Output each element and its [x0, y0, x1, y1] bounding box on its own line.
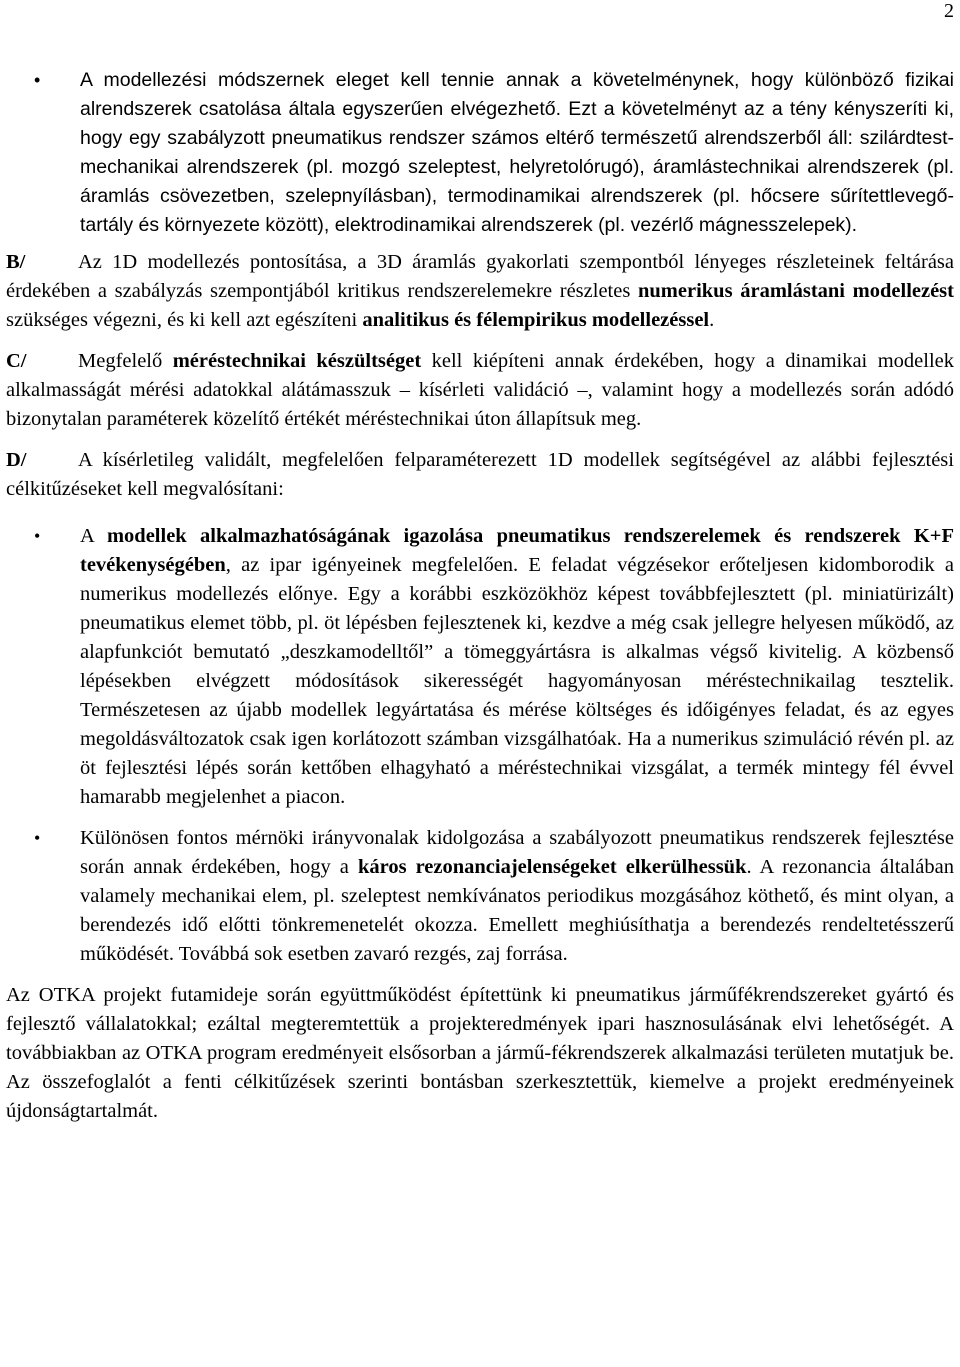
text: szükséges végezni, és ki kell azt egészíteni	[6, 309, 363, 331]
text: A	[80, 525, 107, 547]
text: kell kiépíteni annak érdekében, hogy a dinamikai modellek alkalmasságát mérési adatokkal alátámasszuk – kísérleti validáció –, valamint hogy a modellezés során adódó bizonytalan paraméterek közelítő értékét méréstechnikai úton állapítsuk meg.	[6, 350, 954, 430]
text: Az 1D modellezés pontosítása, a 3D áramlás gyakorlati szempontból lényeges részleteinek feltárása érdekében a szabályzás szempontjából kritikus rendszerelemekre részletes	[6, 251, 954, 302]
list-item	[6, 824, 954, 969]
text: A kísérletileg validált, megfelelően felparaméterezett 1D modellek segítségével az alábbi fejlesztési célkitűzéseket kell megvalósítani:	[6, 449, 954, 500]
section-d	[6, 446, 954, 504]
bullet-icon: •	[34, 70, 41, 90]
section-label: C/	[6, 350, 27, 372]
page-number: 2	[944, 0, 954, 22]
section-b	[6, 248, 954, 335]
bold-text: modellek alkalmazhatóságának igazolása pneumatikus rendszerelemek és rendszerek K+F tevékenységében	[80, 525, 954, 576]
list-item	[6, 522, 954, 812]
text: . A rezonancia általában valamely mechanikai elem, pl. szeleptest nemkívánatos periodikus mozgásához köthető, és mint olyan, a berendezés idő előtti tönkremenetelét okozza. Emellett meghiúsíthatja a berendezés rendeltetésszerű működését. Továbbá sok esetben zavaró rezgés, zaj forrása.	[80, 856, 954, 965]
section-label: B/	[6, 251, 26, 273]
document-body	[6, 66, 954, 1126]
text: , az ipar igényeinek megfelelően. E feladat végzésekor erőteljesen kidomborodik a numerikus modellezés előnye. Egy a korábbi eszközökhöz képest továbbfejlesztett (pl. miniatürizált) pneumatikus elemet több, pl. öt lépésben fejlesztenek ki, kezdve a még csak jellegre helyesen működő, az alapfunkciót bemutató „deszkamodelltől” a tömeggyártásra is alkalmas végső kivitelig. A közbenső lépésekben elvégzett módosítások sikerességét hagyományosan méréstechnikailag tesztelik. Természetesen az újabb modellek legyártatása és mérése költséges és időigényes feladat, és az egyes megoldásváltozatok csak igen korlátozott számban vizsgálhatóak. Ha a numerikus szimuláció révén pl. az öt fejlesztési lépés során kettőben elhagyható a méréstechnikai vizsgálat, a termék mintegy fél évvel hamarabb megjelenhet a piacon.	[80, 554, 954, 808]
bullet-icon: •	[34, 526, 41, 546]
text: .	[709, 309, 715, 331]
list-item	[6, 66, 954, 240]
final-paragraph: Az OTKA projekt futamideje során együttműködést építettünk ki pneumatikus járműfékrendszereket gyártó és fejlesztő vállalatokkal; ezáltal megteremtettük a projekteredmények ipari hasznosulásának elvi lehetőségét. A továbbiakban az OTKA program eredményeit elsősorban a jármű-fékrendszerek alkalmazási területen mutatjuk be. Az összefoglalót a fenti célkitűzések szerinti bontásban szerkesztettük, kiemelve a projekt eredményeinek újdonságtartalmát.	[6, 984, 954, 1122]
item-text: A modellezési módszernek eleget kell tennie annak a követelménynek, hogy különböző fizikai alrendszerek csatolása általa egyszerűen elvégezhető. Ezt a követelményt az a tény kényszeríti ki, hogy egy szabályzott pneumatikus rendszer számos eltérő természetű alrendszerből áll: szilárdtest-mechanikai alrendszerek (pl. mozgó szeleptest, helyretolórugó), áramlástechnikai alrendszerek (pl. áramlás csövezetben, szelepnyílásban), termodinamikai alrendszerek (pl. hőcsere sűrítettlevegő-tartály és környezete között), elektrodinamikai alrendszerek (pl. vezérlő mágnesszelepek).	[80, 69, 954, 236]
text: Megfelelő	[78, 350, 173, 372]
bullet-icon: •	[34, 828, 41, 848]
section-c	[6, 347, 954, 434]
bold-text: numerikus áramlástani modellezést	[638, 280, 954, 302]
bold-text: analitikus és félempirikus modellezéssel	[362, 309, 710, 331]
section-label: D/	[6, 449, 27, 471]
bold-text: káros rezonanciajelenségeket elkerülhessük	[357, 856, 747, 878]
bold-text: méréstechnikai készültséget	[172, 350, 422, 372]
text: Különösen fontos mérnöki irányvonalak kidolgozása a szabályozott pneumatikus rendszerek fejlesztése során annak érdekében, hogy a	[80, 827, 954, 878]
